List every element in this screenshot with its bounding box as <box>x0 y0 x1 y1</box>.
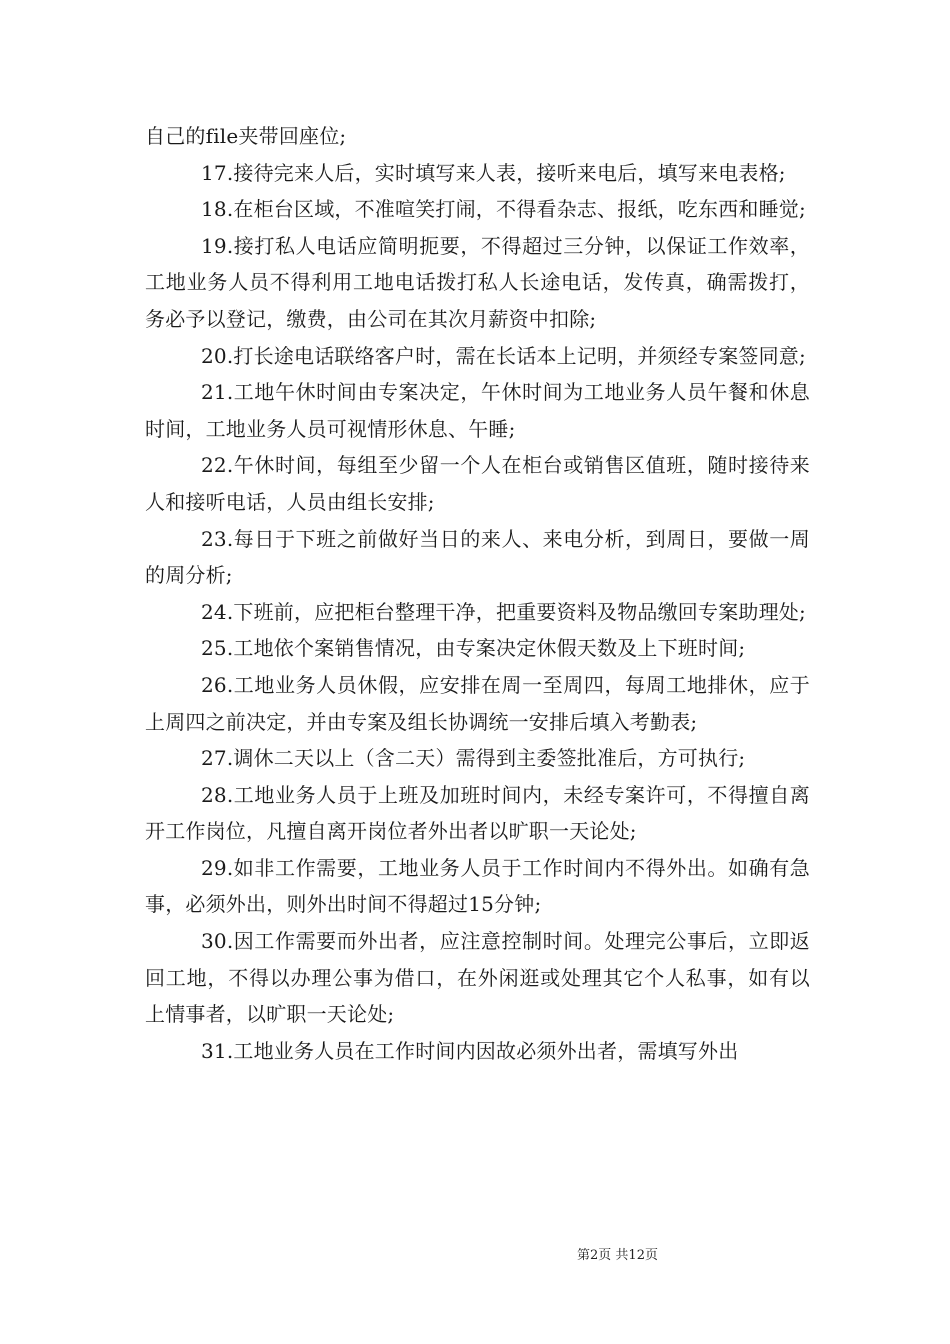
paragraph-item-21: 21.工地午休时间由专案决定，午休时间为工地业务人员午餐和休息时间，工地业务人员可视情形休息、午睡; <box>145 380 810 441</box>
paragraph-item-26: 26.工地业务人员休假，应安排在周一至周四，每周工地排休，应于上周四之前决定，并由专案及组长协调统一安排后填入考勤表; <box>145 672 810 734</box>
paragraph-item-23: 23.每日于下班之前做好当日的来人、来电分析，到周日，要做一周的周分析; <box>145 526 810 588</box>
paragraph-item-30: 30.因工作需要而外出者，应注意控制时间。处理完公事后，立即返回工地，不得以办理公事为借口，在外闲逛或处理其它个人私事，如有以上情事者，以旷职一天论处; <box>145 929 810 1027</box>
paragraph-item-18: 18.在柜台区域，不准喧笑打闹，不得看杂志、报纸，吃东西和睡觉; <box>201 197 806 222</box>
paragraph-item-24: 24.下班前，应把柜台整理干净，把重要资料及物品缴回专案助理处; <box>201 599 806 624</box>
paragraph-item-28: 28.工地业务人员于上班及加班时间内，未经专案许可，不得擅自离开工作岗位，凡擅自离开岗位者外出者以旷职一天论处; <box>145 782 810 844</box>
paragraph-item-27: 27.调休二天以上（含二天）需得到主委签批准后，方可执行; <box>201 746 746 771</box>
paragraph-item-20: 20.打长途电话联络客户时，需在长话本上记明，并须经专案签同意; <box>201 343 806 368</box>
paragraph-continuation: 自己的file夹带回座位; <box>145 124 347 148</box>
paragraph-item-25: 25.工地依个案销售情况，由专案决定休假天数及上下班时间; <box>201 636 746 661</box>
paragraph-item-31: 31.工地业务人员在工作时间内因故必须外出者，需填写外出 <box>201 1038 739 1063</box>
paragraph-item-19: 19.接打私人电话应简明扼要，不得超过三分钟，以保证工作效率，工地业务人员不得利用工地电话拨打私人长途电话，发传真，确需拨打，务必予以登记，缴费，由公司在其次月薪资中扣除; <box>145 233 810 331</box>
paragraph-item-17: 17.接待完来人后，实时填写来人表，接听来电后，填写来电表格; <box>201 160 786 185</box>
paragraph-item-22: 22.午休时间，每组至少留一个人在柜台或销售区值班，随时接待来人和接听电话，人员由组长安排; <box>145 453 810 514</box>
page-number-footer: 第2页 共12页 <box>577 1248 658 1263</box>
document-body <box>145 118 810 1069</box>
paragraph-item-29: 29.如非工作需要，工地业务人员于工作时间内不得外出。如确有急事，必须外出，则外出时间不得超过15分钟; <box>145 855 810 917</box>
